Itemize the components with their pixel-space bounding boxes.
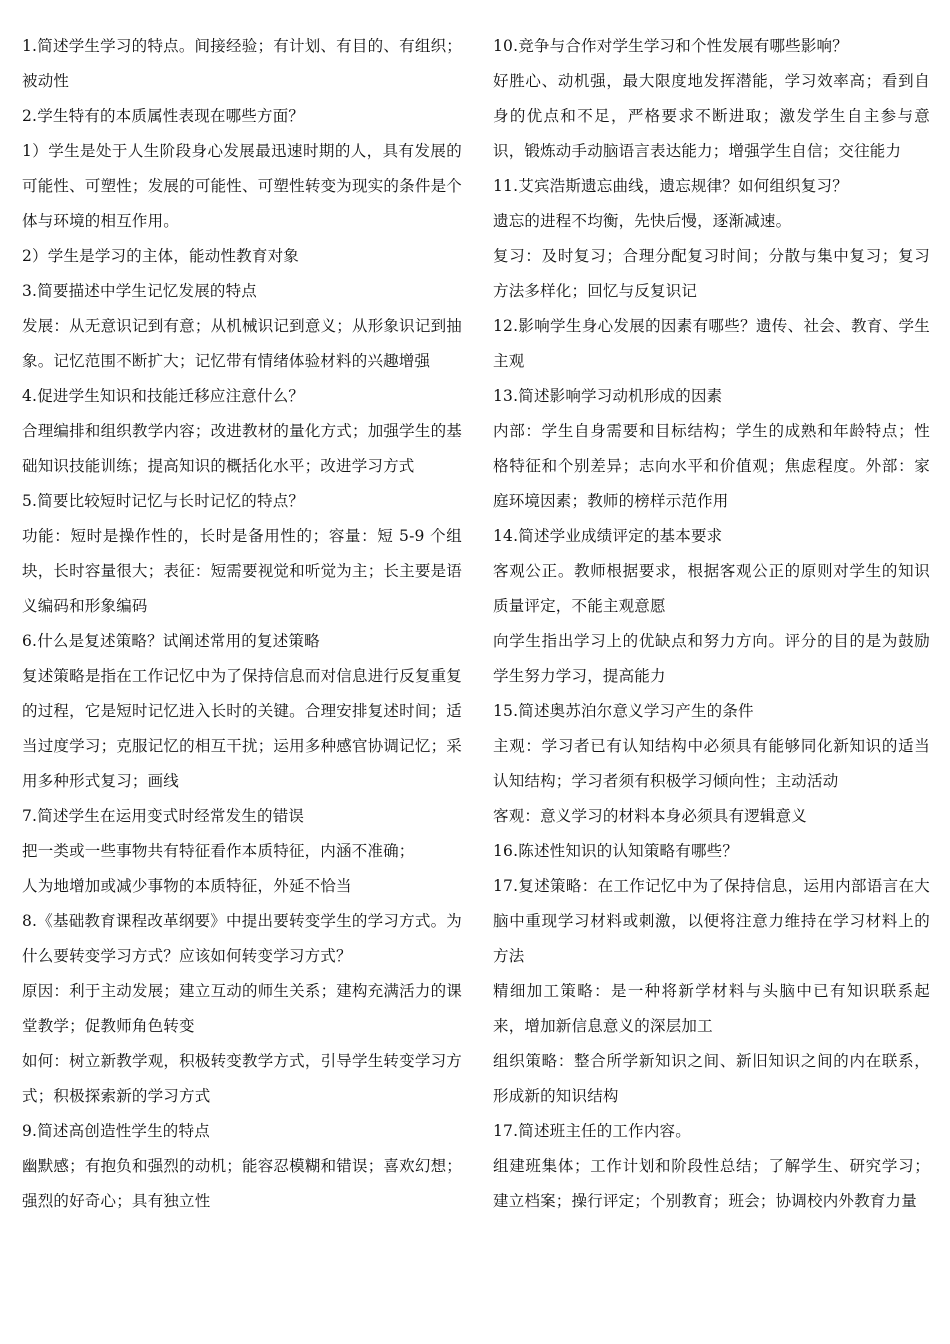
- right-para-17: 精细加工策略：是一种将新学材料与头脑中已有知识联系起来，增加新信息意义的深层加工: [493, 982, 930, 1035]
- right-para-8: 内部：学生自身需要和目标结构；学生的成熟和年龄特点；性格特征和个别差异；志向水平和价值观；焦虑程度。外部：家庭环境因素；教师的榜样示范作用: [493, 422, 930, 510]
- right-para-20: 组建班集体；工作计划和阶段性总结；了解学生、研究学习；建立档案；操行评定；个别教育；班会；协调校内外教育力量: [493, 1157, 930, 1210]
- right-para-4: 遗忘的进程不均衡，先快后慢，逐渐减速。: [493, 212, 792, 230]
- right-para-18: 组织策略：整合所学新知识之间、新旧知识之间的内在联系，形成新的知识结构: [493, 1052, 930, 1105]
- left-para-2: 2.学生特有的本质属性表现在哪些方面？: [22, 107, 305, 125]
- right-para-2: 好胜心、动机强，最大限度地发挥潜能，学习效率高；看到自身的优点和不足，严格要求不断进取；激发学生自主参与意识，锻炼动手动脑语言表达能力；增强学生自信；交往能力: [493, 72, 930, 160]
- right-para-10: 客观公正。教师根据要求，根据客观公正的原则对学生的知识质量评定，不能主观意愿: [493, 562, 930, 615]
- left-para-11: 6.什么是复述策略？试阐述常用的复述策略: [22, 632, 320, 650]
- left-para-4: 2）学生是学习的主体，能动性教育对象: [22, 247, 299, 265]
- left-para-12: 复述策略是指在工作记忆中为了保持信息而对信息进行反复重复的过程，它是短时记忆进入长时的关键。合理安排复述时间；适当过度学习；克服记忆的相互干扰；运用多种感官协调记忆；采用多种形式复习；画线: [22, 667, 462, 790]
- left-para-6: 发展：从无意识记到有意；从机械识记到意义；从形象识记到抽象。记忆范围不断扩大；记忆带有情绪体验材料的兴趣增强: [22, 317, 462, 370]
- left-para-15: 人为地增加或减少事物的本质特征，外延不恰当: [22, 877, 352, 895]
- right-para-7: 13.简述影响学习动机形成的因素: [493, 387, 723, 405]
- right-para-3: 11.艾宾浩斯遗忘曲线，遗忘规律？如何组织复习？: [493, 177, 848, 195]
- right-para-12: 15.简述奥苏泊尔意义学习产生的条件: [493, 702, 754, 720]
- left-para-5: 3.简要描述中学生记忆发展的特点: [22, 282, 257, 300]
- left-para-7: 4.促进学生知识和技能迁移应注意什么？: [22, 387, 305, 405]
- left-para-17: 原因：利于主动发展；建立互动的师生关系；建构充满活力的课堂教学；促教师角色转变: [22, 982, 462, 1035]
- left-para-19: 9.简述高创造性学生的特点: [22, 1122, 210, 1140]
- right-para-16: 17.复述策略：在工作记忆中为了保持信息，运用内部语言在大脑中重现学习材料或刺激，以便将注意力维持在学习材料上的方法: [493, 877, 930, 965]
- left-para-10: 功能：短时是操作性的，长时是备用性的；容量：短 5-9 个组块，长时容量很大；表征：短需要视觉和听觉为主；长主要是语义编码和形象编码: [22, 527, 462, 615]
- right-para-1: 10.竞争与合作对学生学习和个性发展有哪些影响？: [493, 37, 848, 55]
- left-para-3: 1）学生是处于人生阶段身心发展最迅速时期的人，具有发展的可能性、可塑性；发展的可能性、可塑性转变为现实的条件是个体与环境的相互作用。: [22, 142, 462, 230]
- right-para-6: 12.影响学生身心发展的因素有哪些？遗传、社会、教育、学生主观: [493, 317, 930, 370]
- left-para-20: 幽默感；有抱负和强烈的动机；能容忍模糊和错误；喜欢幻想；强烈的好奇心；具有独立性: [22, 1157, 462, 1210]
- left-para-13: 7.简述学生在运用变式时经常发生的错误: [22, 807, 305, 825]
- left-column: [22, 29, 462, 1219]
- left-para-14: 把一类或一些事物共有特征看作本质特征，内涵不准确；: [22, 842, 415, 860]
- right-para-13: 主观：学习者已有认知结构中必须具有能够同化新知识的适当认知结构；学习者须有积极学习倾向性；主动活动: [493, 737, 930, 790]
- left-para-18: 如何：树立新教学观，积极转变教学方式，引导学生转变学习方式；积极探索新的学习方式: [22, 1052, 462, 1105]
- right-para-14: 客观：意义学习的材料本身必须具有逻辑意义: [493, 807, 808, 825]
- left-para-9: 5.简要比较短时记忆与长时记忆的特点？: [22, 492, 305, 510]
- right-para-15: 16.陈述性知识的认知策略有哪些？: [493, 842, 739, 860]
- left-para-1: 1.简述学生学习的特点。间接经验；有计划、有目的、有组织；被动性: [22, 37, 462, 90]
- right-para-19: 17.简述班主任的工作内容。: [493, 1122, 691, 1140]
- left-para-16: 8.《基础教育课程改革纲要》中提出要转变学生的学习方式。为什么要转变学习方式？应该如何转变学习方式？: [22, 912, 462, 965]
- right-para-9: 14.简述学业成绩评定的基本要求: [493, 527, 723, 545]
- left-para-8: 合理编排和组织教学内容；改进教材的量化方式；加强学生的基础知识技能训练；提高知识的概括化水平；改进学习方式: [22, 422, 462, 475]
- right-para-5: 复习：及时复习；合理分配复习时间；分散与集中复习；复习方法多样化；回忆与反复识记: [493, 247, 930, 300]
- right-para-11: 向学生指出学习上的优缺点和努力方向。评分的目的是为鼓励学生努力学习，提高能力: [493, 632, 930, 685]
- right-column: [493, 29, 930, 1219]
